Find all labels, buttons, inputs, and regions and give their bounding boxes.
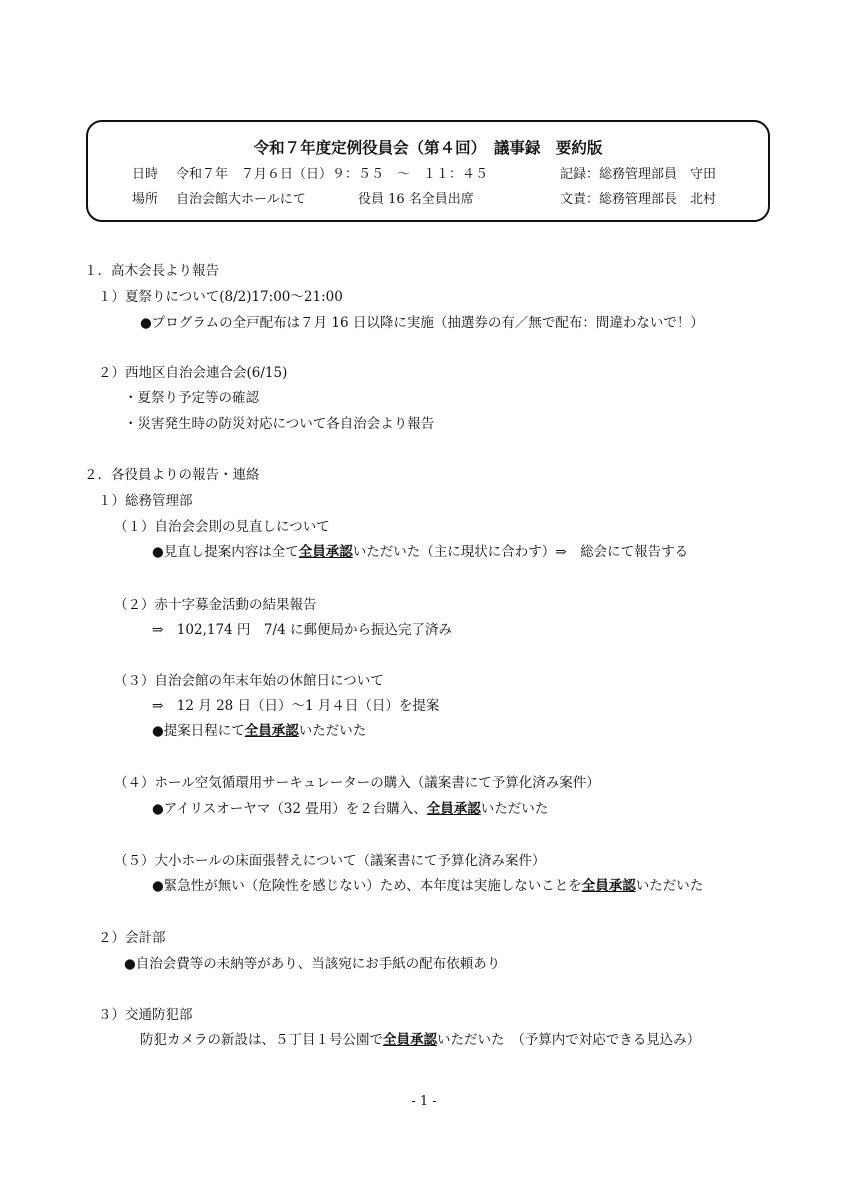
document-title: 令和７年度定例役員会（第４回） 議事録 要約版 [253,138,603,157]
section2-heading: ２．各役員よりの報告・連絡 [84,467,260,483]
section1-item1-heading: １）夏祭りについて(8/2)17:00～21:00 [98,289,343,305]
place-label: 場所 [132,192,159,207]
dept1-sub5-heading: （５）大小ホールの床面張替えについて（議案書にて予算化済み案件） [114,853,546,869]
section1-item2-point: ・災害発生時の防災対応について各自治会より報告 [124,416,435,432]
dept3-heading: ３）交通防犯部 [98,1007,193,1023]
dept2-heading: ２）会計部 [98,930,166,946]
emphasis-approved: 全員承認 [383,1032,437,1048]
datetime-label: 日時 [132,167,159,182]
dept1-sub2-text: ⇒ 102,174 円 7/4 に郵便局から振込完了済み [152,622,452,638]
dept1-sub5-text: ●緊急性が無い（危険性を感じない）ため、本年度は実施しないことを全員承認いただいた [152,878,704,894]
responsible: 文責：総務管理部長 北村 [560,192,717,207]
page-number: - 1 - [411,1094,437,1109]
dept1-sub4-text: ●アイリスオーヤマ（32 畳用）を２台購入、全員承認いただいた [152,801,549,817]
section1-heading: １．高木会長より報告 [84,263,219,279]
dept1-sub4-heading: （４）ホール空気循環用サーキュレーターの購入（議案書にて予算化済み案件） [114,775,600,791]
section1-item1-bullet: ●プログラムの全戸配布は７月 16 日以降に実施（抽選券の有／無で配布：間違わないで！） [140,315,704,331]
dept1-heading: １）総務管理部 [98,493,193,509]
header-box [86,120,770,222]
section1-item2-heading: ２）西地区自治会連合会(6/15) [98,365,288,381]
dept2-bullet: ●自治会費等の未納等があり、当該宛にお手紙の配布依頼あり [124,956,501,972]
emphasis-approved: 全員承認 [581,878,636,894]
attendance: 役員 16 名全員出席 [358,192,474,207]
dept1-sub1-text: ●見直し提案内容は全て全員承認いただいた（主に現状に合わす）⇒ 総会にて報告する [152,544,689,560]
emphasis-approved: 全員承認 [244,723,299,739]
dept1-sub3-heading: （３）自治会館の年末年始の休館日について [114,673,384,689]
emphasis-approved: 全員承認 [426,801,481,817]
dept1-sub3-line: ⇒ 12 月 28 日（日）～1 月４日（日）を提案 [152,698,440,714]
emphasis-approved: 全員承認 [298,544,353,560]
dept1-sub2-heading: （２）赤十字募金活動の結果報告 [114,597,317,613]
dept1-sub3-text: ●提案日程にて全員承認いただいた [152,723,367,739]
dept3-text: 防犯カメラの新設は、５丁目１号公園で全員承認いただいた （予算内で対応できる見込み） [140,1032,701,1048]
recorder: 記録：総務管理部員 守田 [560,167,717,182]
place-value: 自治会館大ホールにて [176,192,306,207]
dept1-sub1-heading: （１）自治会会則の見直しについて [114,519,330,535]
datetime-value: 令和７年 ７月６日（日）９：５５ ～ １１：４５ [176,167,489,182]
section1-item2-point: ・夏祭り予定等の確認 [124,390,259,406]
